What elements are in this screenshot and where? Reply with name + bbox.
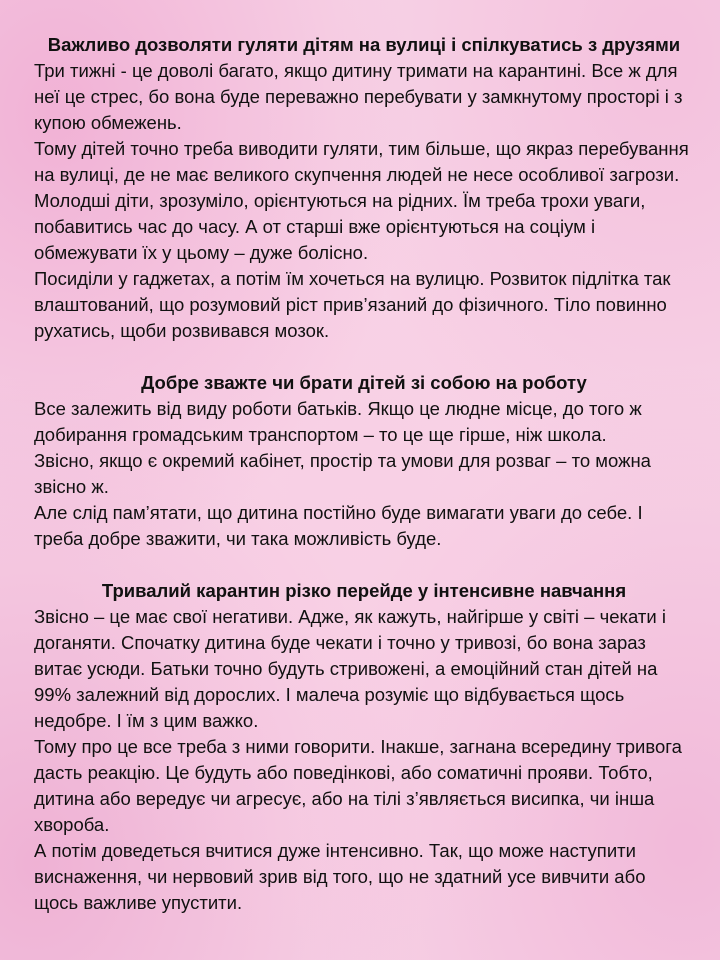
paragraph: Але слід пам’ятати, що дитина постійно буде вимагати уваги до себе. І треба добре зважити, чи така можливість буде. [34,502,643,549]
paragraph: Посиділи у гаджетах, а потім їм хочеться на вулицю. Розвиток підлітка так влаштований, що розумовий ріст прив’язаний до фізичного. Тіло повинно рухатись, щоби розвивався мозок. [34,268,671,341]
section-title: Тривалий карантин різко перейде у інтенсивне навчання [101,580,627,601]
paragraph: Три тижні - це доволі багато, якщо дитину тримати на карантині. Все ж для неї це стрес, бо вона буде переважно перебувати у замкнутому просторі і з купою обмежень. [34,60,683,133]
paragraph: Молодші діти, зрозуміло, орієнтуються на рідних. Їм треба трохи уваги, побавитись час до часу. А от старші вже орієнтуються на соціум і обмежувати їх у цьому – дуже болісно. [34,190,646,263]
paragraph: Все залежить від виду роботи батьків. Якщо це людне місце, до того ж добирання громадським транспортом – то це ще гірше, ніж школа. [34,398,642,445]
document-body [34,32,694,916]
section-spacer [34,552,694,578]
section-title: Важливо дозволяти гуляти дітям на вулиці і спілкуватись з друзями [47,34,681,55]
paragraph: А потім доведеться вчитися дуже інтенсивно. Так, що може наступити виснаження, чи нервовий зрив від того, що не здатний усе вивчити або щось важливе упустити. [34,840,646,913]
paragraph: Звісно, якщо є окремий кабінет, простір та умови для розваг – то можна звісно ж. [34,450,651,497]
paragraph: Тому про це все треба з ними говорити. Інакше, загнана всередину тривога дасть реакцію. Це будуть або поведінкові, або соматичні прояви. Тобто, дитина або вередує чи агресує, або на тілі з’являється висипка, чи інша хвороба. [34,736,682,835]
paragraph: Звісно – це має свої негативи. Адже, як кажуть, найгірше у світі – чекати і доганяти. Спочатку дитина буде чекати і точно у тривозі, бо вона зараз витає усюди. Батьки точно будуть стривожені, а емоційний стан дітей на 99% залежний від дорослих. І малеча розуміє що відбувається щось недобре. І їм з цим важко. [34,606,666,731]
section-title: Добре зважте чи брати дітей зі собою на роботу [141,372,587,393]
paragraph: Тому дітей точно треба виводити гуляти, тим більше, що якраз перебування на вулиці, де не має великого скупчення людей не несе особливої загрози. [34,138,689,185]
section-spacer [34,344,694,370]
